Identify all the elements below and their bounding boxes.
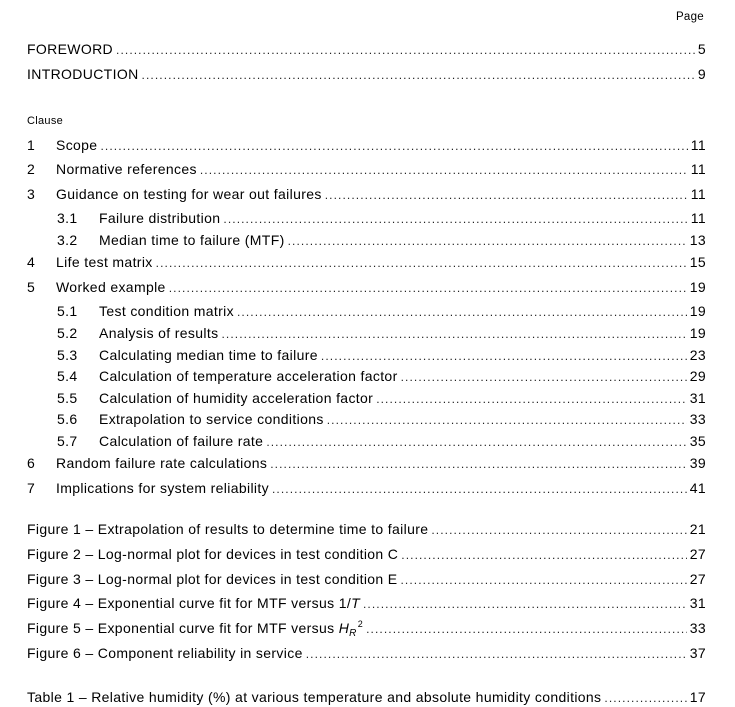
leader-dots — [604, 689, 686, 707]
toc-entry-page: 11 — [690, 186, 706, 202]
clause-number: 6 — [27, 455, 36, 471]
toc-entry-clause[interactable] — [27, 160, 706, 178]
toc-entry-page: 21 — [689, 521, 706, 537]
toc-entry-page: 37 — [689, 645, 706, 661]
leader-dots — [100, 137, 687, 155]
toc-entry-title: FOREWORD — [27, 41, 114, 57]
leader-dots — [116, 41, 695, 59]
leader-dots — [288, 232, 687, 250]
toc-entry-clause[interactable] — [27, 253, 706, 271]
toc-entry-title: Table 1 – Relative humidity (%) at various temperature and absolute humidity conditions — [27, 689, 602, 705]
clause-number: 5.7 — [57, 433, 78, 449]
toc-entry-page: 35 — [689, 433, 706, 449]
toc-entry-title: Figure 3 – Log-normal plot for devices in test condition E — [27, 571, 398, 587]
leader-dots — [237, 303, 687, 321]
clause-number: 3.2 — [57, 232, 78, 248]
toc-entry-title: Normative references — [56, 161, 197, 177]
toc-entry-title: Calculation of temperature acceleration factor — [99, 368, 398, 384]
toc-entry-title: Worked example — [56, 279, 166, 295]
toc-entry-title: Figure 6 – Component reliability in service — [27, 645, 303, 661]
toc-entry-page: 11 — [690, 210, 706, 226]
toc-entry-title: Test condition matrix — [99, 303, 234, 319]
toc-entry-title — [27, 619, 363, 640]
toc-entry-page: 27 — [689, 546, 706, 562]
toc-entry-figure[interactable] — [27, 619, 706, 637]
leader-dots — [270, 455, 687, 473]
toc-entry-title: Scope — [56, 137, 98, 153]
variable-t: T — [351, 595, 360, 611]
toc-entry-subclause[interactable] — [57, 324, 706, 342]
leader-dots — [266, 433, 686, 451]
clause-number: 3.1 — [57, 210, 78, 226]
toc-entry-title: Calculation of humidity acceleration factor — [99, 390, 374, 406]
toc-entry-clause[interactable] — [27, 278, 706, 296]
leader-dots — [401, 368, 687, 386]
toc-entry-title — [27, 594, 360, 612]
toc-entry-subclause[interactable] — [57, 209, 706, 227]
variable-h: H — [338, 620, 350, 636]
toc-entry-page: 41 — [689, 480, 706, 496]
clause-number: 3 — [27, 186, 36, 202]
clause-number: 5.3 — [57, 347, 78, 363]
leader-dots — [321, 347, 687, 365]
toc-entry-clause[interactable] — [27, 136, 706, 154]
toc-entry-subclause[interactable] — [57, 231, 706, 249]
toc-entry-page: 33 — [689, 620, 706, 636]
leader-dots — [142, 66, 695, 84]
toc-entry-figure[interactable] — [27, 545, 706, 563]
toc-entry-title: Random failure rate calculations — [56, 455, 268, 471]
figure-title-text: Figure 4 – Exponential curve fit for MTF versus 1/ — [27, 595, 352, 611]
toc-entry-title: Calculating median time to failure — [99, 347, 318, 363]
toc-entry-page: 31 — [689, 390, 706, 406]
toc-entry-figure[interactable] — [27, 644, 706, 662]
toc-entry-clause[interactable] — [27, 454, 706, 472]
leader-dots — [306, 645, 687, 663]
leader-dots — [366, 620, 687, 638]
leader-dots — [325, 186, 688, 204]
leader-dots — [431, 521, 686, 539]
toc-entry-page: 31 — [689, 595, 706, 611]
leader-dots — [401, 546, 686, 564]
toc-entry-title: Guidance on testing for wear out failures — [56, 186, 322, 202]
toc-entry-page: 27 — [689, 571, 706, 587]
leader-dots — [327, 411, 687, 429]
toc-entry-title: Figure 2 – Log-normal plot for devices in test condition C — [27, 546, 399, 562]
page-column-header: Page — [675, 11, 704, 23]
toc-entry-figure[interactable] — [27, 570, 706, 588]
toc-entry-title: Life test matrix — [56, 254, 153, 270]
toc-entry-figure[interactable] — [27, 594, 706, 612]
variable-subscript: R — [349, 628, 357, 639]
clause-number: 5 — [27, 279, 36, 295]
leader-dots — [363, 595, 687, 613]
leader-dots — [272, 480, 687, 498]
toc-entry-figure[interactable] — [27, 520, 706, 538]
leader-dots — [376, 390, 687, 408]
toc-entry-subclause[interactable] — [57, 346, 706, 364]
toc-entry-subclause[interactable] — [57, 302, 706, 320]
toc-entry-title: Extrapolation to service conditions — [99, 411, 324, 427]
leader-dots — [221, 325, 686, 343]
toc-entry-subclause[interactable] — [57, 367, 706, 385]
toc-entry-page: 23 — [689, 347, 706, 363]
toc-entry-table[interactable] — [27, 688, 706, 706]
toc-entry-foreword[interactable] — [27, 40, 706, 58]
toc-entry-page: 11 — [690, 161, 706, 177]
toc-entry-title: Figure 1 – Extrapolation of results to determine time to failure — [27, 521, 429, 537]
clause-number: 5.2 — [57, 325, 78, 341]
toc-entry-title: Failure distribution — [99, 210, 221, 226]
clause-number: 5.1 — [57, 303, 78, 319]
clause-column-header: Clause — [27, 115, 64, 127]
toc-entry-page: 17 — [689, 689, 706, 705]
toc-entry-title: INTRODUCTION — [27, 66, 139, 82]
toc-entry-page: 19 — [689, 279, 706, 295]
figure-title-text: Figure 5 – Exponential curve fit for MTF versus — [27, 620, 339, 636]
clause-number: 5.5 — [57, 390, 78, 406]
toc-entry-title: Implications for system reliability — [56, 480, 269, 496]
leader-dots — [156, 254, 687, 272]
toc-entry-page: 11 — [690, 137, 706, 153]
toc-entry-title: Calculation of failure rate — [99, 433, 264, 449]
toc-entry-clause[interactable] — [27, 185, 706, 203]
variable-superscript: 2 — [357, 619, 364, 629]
leader-dots — [400, 571, 686, 589]
leader-dots — [200, 161, 688, 179]
toc-entry-page: 5 — [697, 41, 706, 57]
clause-number: 1 — [27, 137, 36, 153]
clause-number: 5.6 — [57, 411, 78, 427]
toc-entry-subclause[interactable] — [57, 389, 706, 407]
toc-entry-clause[interactable] — [27, 479, 706, 497]
toc-entry-page: 13 — [689, 232, 706, 248]
toc-entry-introduction[interactable] — [27, 65, 706, 83]
leader-dots — [223, 210, 687, 228]
toc-entry-page: 9 — [697, 66, 706, 82]
toc-entry-page: 29 — [689, 368, 706, 384]
leader-dots — [169, 279, 687, 297]
toc-entry-title: Median time to failure (MTF) — [99, 232, 285, 248]
toc-entry-page: 15 — [689, 254, 706, 270]
clause-number: 2 — [27, 161, 36, 177]
clause-number: 4 — [27, 254, 36, 270]
toc-entry-page: 33 — [689, 411, 706, 427]
toc-entry-title: Analysis of results — [99, 325, 219, 341]
toc-entry-page: 39 — [689, 455, 706, 471]
clause-number: 5.4 — [57, 368, 78, 384]
toc-entry-subclause[interactable] — [57, 410, 706, 428]
toc-entry-subclause[interactable] — [57, 432, 706, 450]
toc-entry-page: 19 — [689, 325, 706, 341]
clause-number: 7 — [27, 480, 36, 496]
toc-entry-page: 19 — [689, 303, 706, 319]
